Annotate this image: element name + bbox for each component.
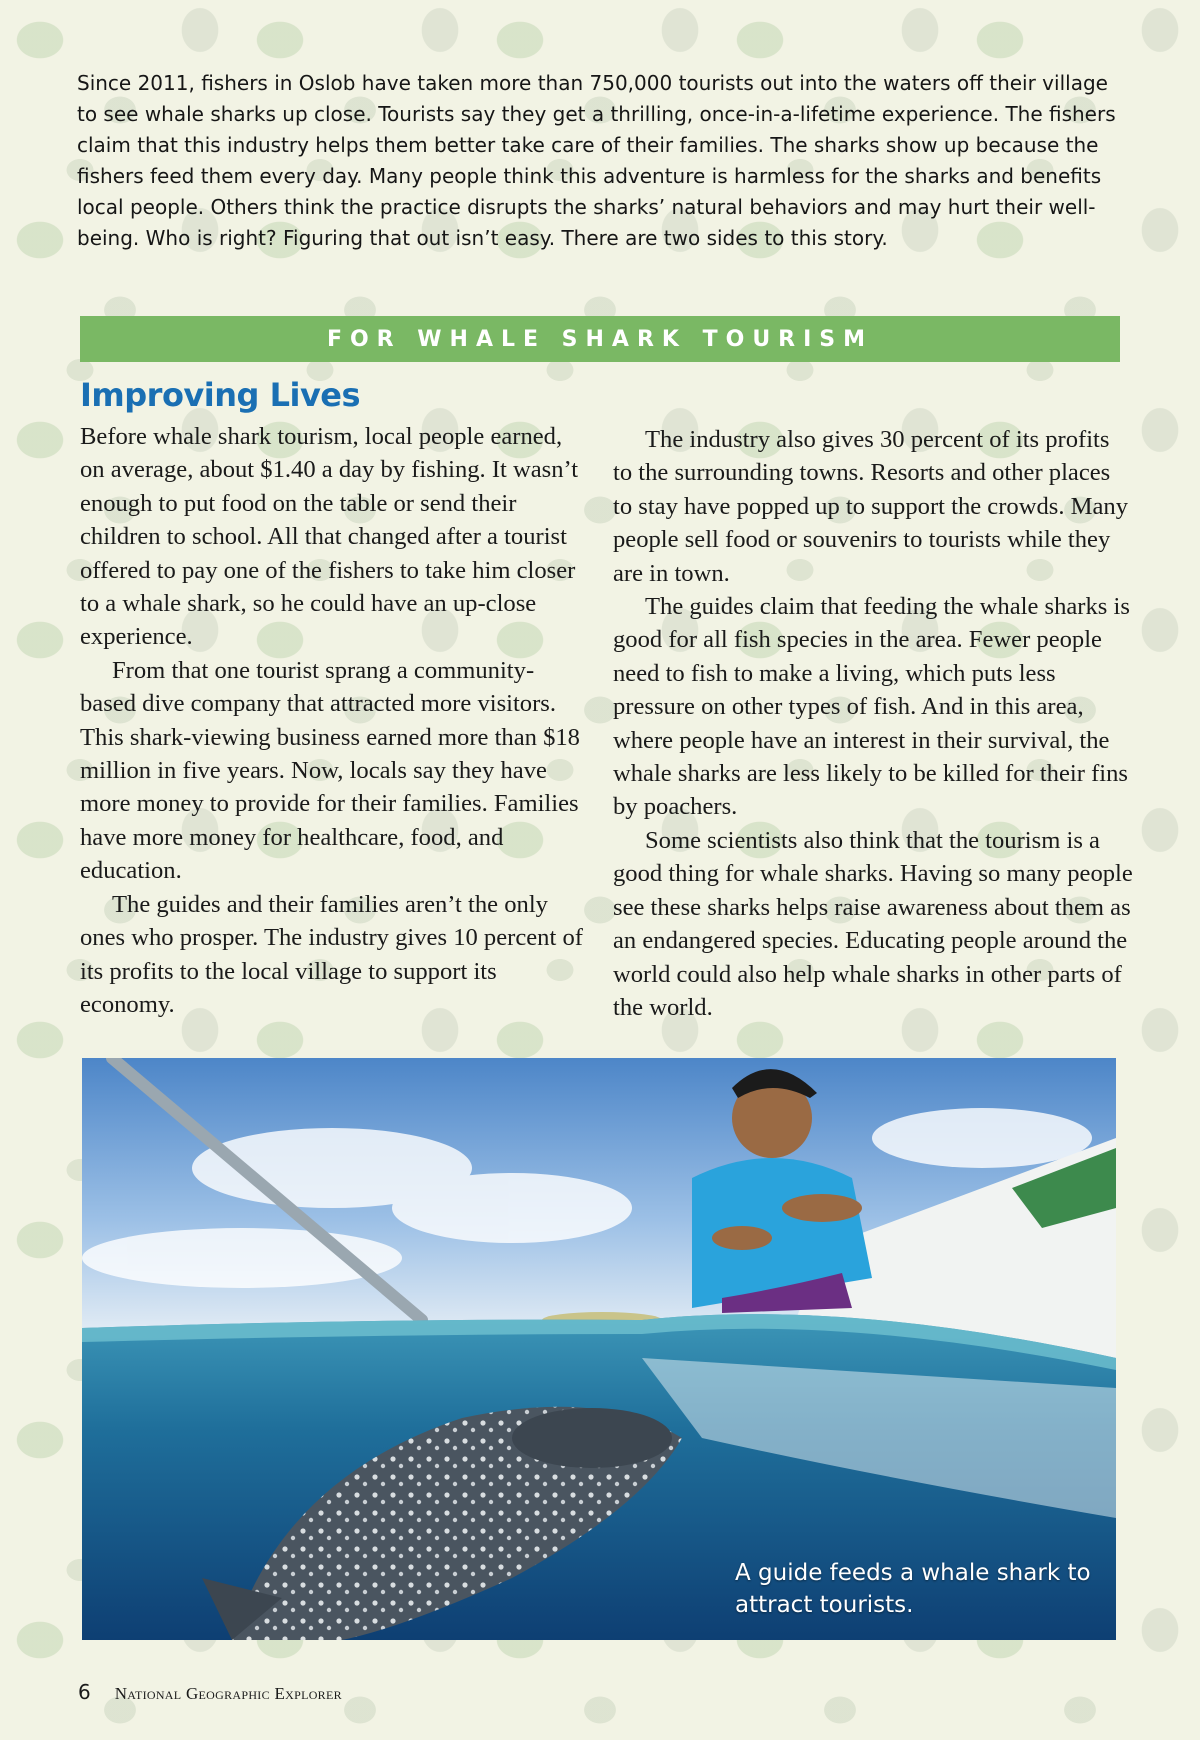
page-number: 6 — [78, 1680, 91, 1704]
right-paragraph-2: The guides claim that feeding the whale sharks is good for all fish species in the area. Fewer people need to fish to make a living, which puts less pressure on other types of fish. And in this area, where people have an interest in their survival, the whale sharks are less likely to be killed for their fins by poachers. — [613, 593, 1130, 821]
left-paragraph-3: The guides and their families aren’t the only ones who prosper. The industry gives 10 percent of its profits to the local village to support its economy. — [80, 890, 583, 1018]
photo-caption: A guide feeds a whale shark to attract tourists. — [735, 1560, 1091, 1618]
left-column — [80, 420, 590, 1021]
right-column — [613, 423, 1133, 1024]
publication-name: National Geographic Explorer — [114, 1684, 342, 1703]
right-paragraph-3: Some scientists also think that the tourism is a good thing for whale sharks. Having so many people see these sharks helps raise awareness about them as an endangered species. Educating people around the world could also help whale sharks in other parts of the world. — [613, 826, 1133, 1021]
section-heading: Improving Lives — [80, 376, 361, 414]
page-footer — [78, 1680, 342, 1704]
right-paragraph-1: The industry also gives 30 percent of its profits to the surrounding towns. Resorts and other places to stay have popped up to support the crowds. Many people sell food or souvenirs to tourists while they are in town. — [613, 426, 1129, 587]
photo-illustration — [82, 1058, 1116, 1640]
left-paragraph-1: Before whale shark tourism, local people earned, on average, about $1.40 a day by fishing. It wasn’t enough to put food on the table or send their children to school. All that changed after a tourist offered to pay one of the fishers to take him closer to a whale shark, so he could have an up-close experience. — [80, 423, 579, 651]
whale-shark-photo — [82, 1058, 1116, 1640]
section-banner: FOR WHALE SHARK TOURISM — [80, 316, 1120, 362]
intro-paragraph: Since 2011, fishers in Oslob have taken more than 750,000 tourists out into the waters off their village to see whale sharks up close. Tourists say they get a thrilling, once-in-a-lifetime experience. The fishers claim that this industry helps them better take care of their families. The sharks show up because the fishers feed them every day. Many people think this adventure is harmless for the sharks and benefits local people. Others think the practice disrupts the sharks’ natural behaviors and may hurt their well-being. Who is right? Figuring that out isn’t easy. There are two sides to this story. — [77, 71, 1116, 250]
left-paragraph-2: From that one tourist sprang a community-based dive company that attracted more visitors. This shark-viewing business earned more than $18 million in five years. Now, locals say they have more money to provide for their families. Families have more money for healthcare, food, and education. — [80, 656, 580, 885]
